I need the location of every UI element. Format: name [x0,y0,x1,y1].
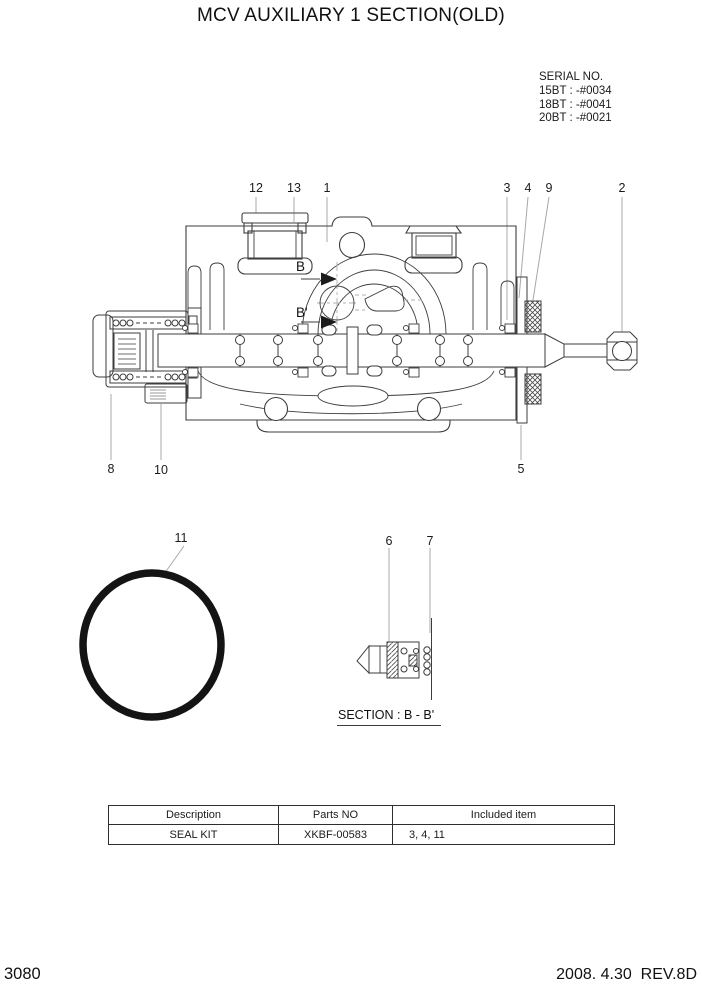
callout-5: 5 [517,462,525,476]
callout-6: 6 [385,534,393,548]
serial-line-15bt: 15BT : -#0034 [539,84,612,97]
page-title: MCV AUXILIARY 1 SECTION(OLD) [197,5,505,26]
parts-table-row [109,825,615,845]
cell-description: SEAL KIT [109,825,279,845]
flow-label-b: B [296,259,306,274]
callout-4: 4 [524,181,532,195]
callout-3: 3 [503,181,511,195]
o-ring [83,573,221,717]
header-included-item: Included item [393,806,615,825]
spool [158,324,637,377]
footer-page-number: 3080 [4,965,41,983]
cell-parts-no: XKBF-00583 [279,825,393,845]
footer-revision: 2008. 4.30 REV.8D [556,966,697,983]
callout-10: 10 [154,463,168,477]
callout-2: 2 [618,181,626,195]
callout-9: 9 [545,181,553,195]
parts-table-header-row [109,806,615,825]
cell-included-item: 3, 4, 11 [393,825,615,845]
callout-13: 13 [287,181,301,195]
serial-line-20bt: 20BT : -#0021 [539,112,612,125]
flow-label-b-prime: B' [296,305,308,320]
parts-table [108,805,615,845]
serial-line-18bt: 18BT : -#0041 [539,98,612,111]
callout-1: 1 [323,181,331,195]
header-description: Description [109,806,279,825]
callout-8: 8 [107,462,115,476]
header-parts-no: Parts NO [279,806,393,825]
valve-body [186,213,516,432]
section-detail [357,618,432,700]
callout-11: 11 [174,531,188,545]
section-caption: SECTION : B - B' [337,708,441,726]
callout-7: 7 [426,534,434,548]
serial-heading: SERIAL NO. [539,71,604,83]
callout-12: 12 [249,181,263,195]
